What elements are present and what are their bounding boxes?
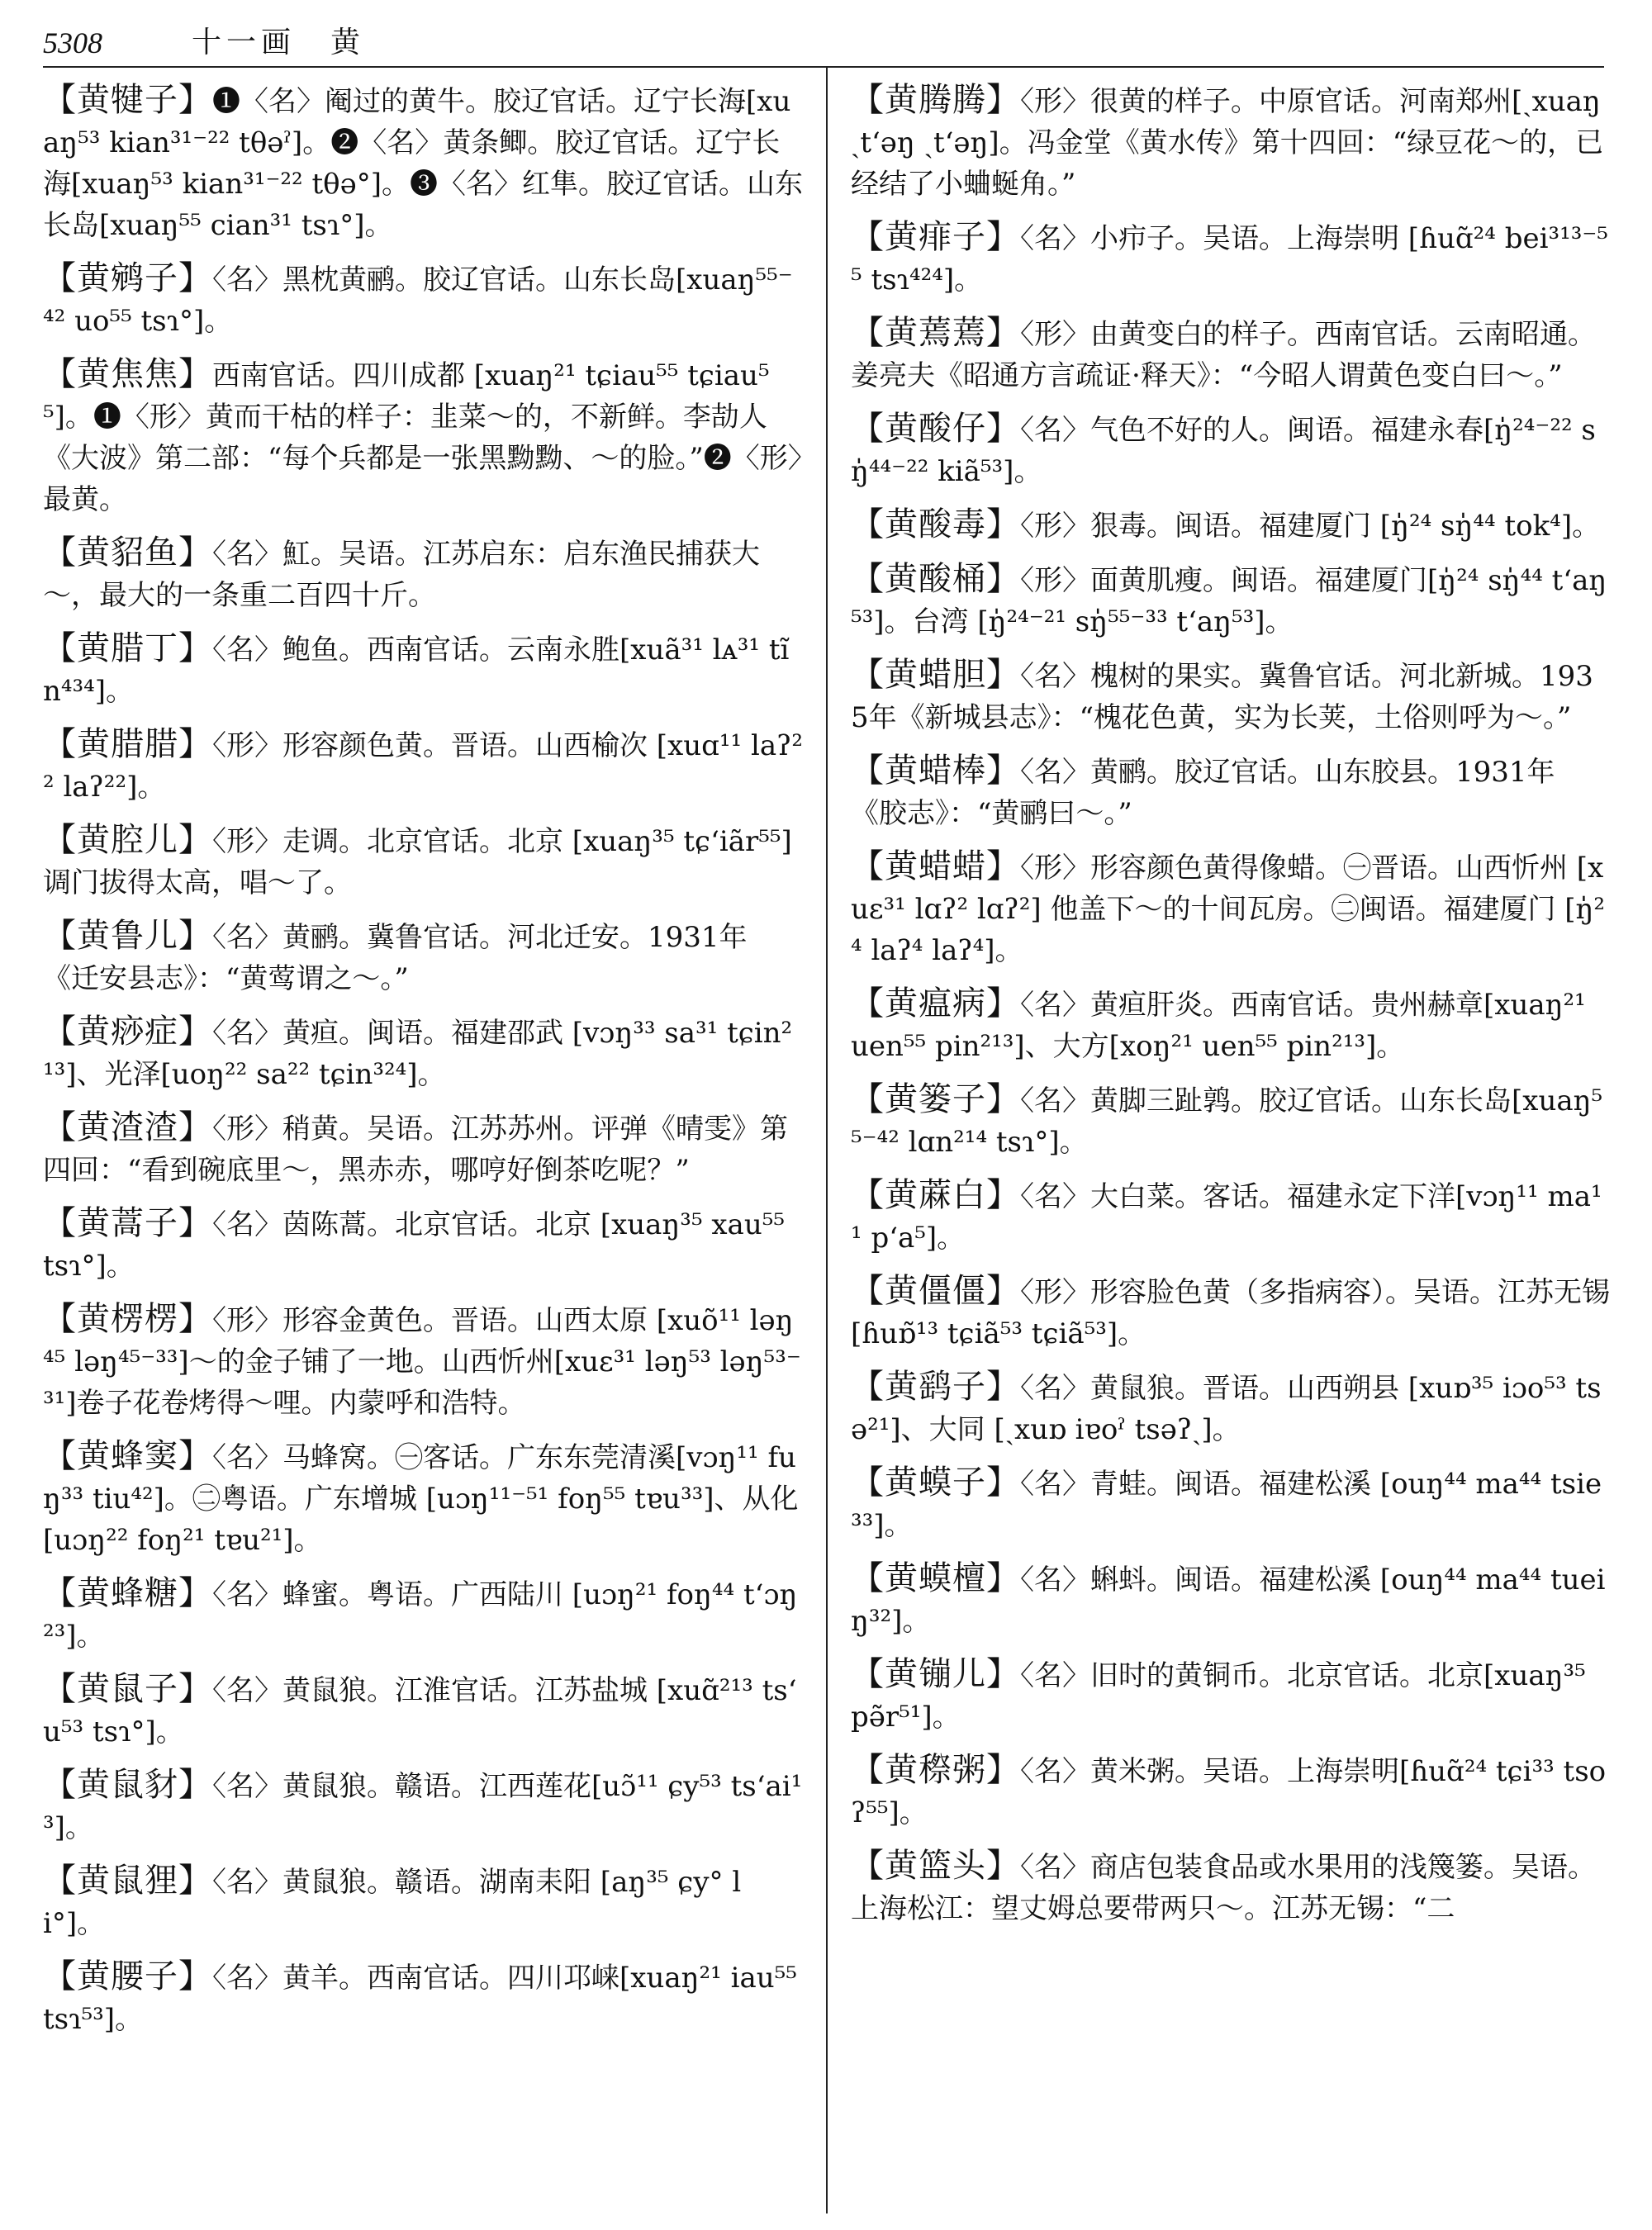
headword: 【黄蜡蜡】 (851, 847, 1020, 885)
entry-text: 〈名〉黄鼠狼。赣语。湖南耒阳 [aŋ³⁵ ɕy° li°]。 (43, 1866, 742, 1940)
entry-text: 〈名〉黄鼠狼。晋语。山西朔县 [xuɒ³⁵ iɔo⁵³ tsə²¹]、大同 [ˏxuɒ iɐoˀ tsəʔˎ]。 (851, 1372, 1602, 1446)
headword: 【黄蔴白】 (851, 1176, 1020, 1214)
dictionary-entry (851, 558, 1611, 643)
dictionary-entry (851, 1654, 1611, 1738)
left-column (43, 79, 803, 2052)
dictionary-entry (851, 79, 1611, 205)
right-column (851, 79, 1611, 1941)
dictionary-entry (43, 819, 803, 904)
dictionary-entry (851, 983, 1611, 1067)
dictionary-entry (851, 408, 1611, 492)
dictionary-entry (851, 1174, 1611, 1259)
headword: 【黄瘟病】 (851, 985, 1020, 1022)
entry-text: 〈名〉黄鹂。冀鲁官话。河北迁安。1931年《迁安县志》：“黄莺谓之～。” (43, 921, 748, 995)
headword: 【黄酸桶】 (851, 560, 1020, 598)
dictionary-entry (851, 312, 1611, 396)
entry-text: 〈形〉形容金黄色。晋语。山西太原 [xuõ¹¹ ləŋ⁴⁵ ləŋ⁴⁵⁻³³]～的金子铺了一地。山西忻州[xuɛ³¹ ləŋ⁵³ ləŋ⁵³⁻³¹]卷子花卷烤得～哩。内蒙呼和浩特。 (43, 1304, 801, 1420)
dictionary-entry (43, 915, 803, 999)
dictionary-entry (43, 1298, 803, 1424)
entry-text: 〈名〉小疖子。吴语。上海崇明 [ɦuɑ̃²⁴ bei³¹³⁻⁵⁵ tsɿ⁴²⁴]。 (851, 222, 1608, 297)
entry-text: 〈名〉黄鹂。胶辽官话。山东胶县。1931年《胶志》：“黄鹂曰～。” (851, 756, 1555, 830)
page-number: 5308 (43, 26, 102, 59)
headword: 【黄篮头】 (851, 1847, 1020, 1885)
headword: 【黄酸仔】 (851, 410, 1020, 448)
dictionary-entry (43, 1011, 803, 1095)
headword: 【黄篓子】 (851, 1080, 1020, 1118)
dictionary-entry (851, 1079, 1611, 1163)
entry-text: 〈名〉青蛙。闽语。福建松溪 [ouŋ⁴⁴ ma⁴⁴ tsie³³]。 (851, 1468, 1602, 1542)
entry-text: 〈形〉形容颜色黄得像蜡。㊀晋语。山西忻州 [xuɛ³¹ lɑʔ² lɑʔ²] 他盖下～的十间瓦房。㊁闽语。福建厦门 [ŋ̍²⁴ laʔ⁴ laʔ⁴]。 (851, 852, 1606, 967)
entry-text: 〈名〉旧时的黄铜币。北京官话。北京[xuaŋ³⁵ pə̃r⁵¹]。 (851, 1659, 1586, 1734)
headword: 【黄鹞子】 (851, 1368, 1020, 1406)
entry-text: 〈名〉商店包装食品或水果用的浅篾篓。吴语。上海松江：望丈姆总要带两只～。江苏无锡：“二 (851, 1851, 1596, 1925)
headword: 【黄腰子】 (43, 1957, 212, 1995)
dictionary-entry (851, 1845, 1611, 1929)
entry-text: 〈名〉蜂蜜。粤语。广西陆川 [uɔŋ²¹ foŋ⁴⁴ tʻɔŋ²³]。 (43, 1578, 798, 1653)
headword: 【黄腊腊】 (43, 725, 212, 763)
headword: 【黄蔫蔫】 (851, 314, 1020, 352)
dictionary-entry (43, 1956, 803, 2040)
section-title: 十一画 黄 (192, 26, 366, 59)
dictionary-entry (43, 1764, 803, 1848)
dictionary-entry (851, 654, 1611, 738)
entry-text: 〈名〉黄脚三趾鹑。胶辽官话。山东长岛[xuaŋ⁵⁵⁻⁴² lɑn²¹⁴ tsɿ°]。 (851, 1084, 1603, 1159)
entry-text: 〈名〉黄疸肝炎。西南官话。贵州赫章[xuaŋ²¹ uen⁵⁵ pin²¹³]、大方[xoŋ²¹ uen⁵⁵ pin²¹³]。 (851, 989, 1586, 1063)
entry-text: 〈名〉黑枕黄鹂。胶辽官话。山东长岛[xuaŋ⁵⁵⁻⁴² uo⁵⁵ tsɿ°]。 (43, 263, 793, 338)
headword: 【黄蜂窦】 (43, 1437, 212, 1475)
entry-text: 〈形〉形容脸色黄（多指病容）。吴语。江苏无锡 [ɦuɒ̃¹³ tɕiã⁵³ tɕiã⁵³]。 (851, 1276, 1610, 1350)
headword: 【黄蜡胆】 (851, 656, 1020, 694)
headword: 【黄腾腾】 (851, 81, 1020, 119)
headword: 【黄焦焦】 (43, 355, 212, 393)
dictionary-entry (43, 1573, 803, 1657)
entry-text: 〈名〉马蜂窝。㊀客话。广东东莞清溪[vɔŋ¹¹ fuŋ³³ tiu⁴²]。㊁粤语。广东增城 [uɔŋ¹¹⁻⁵¹ foŋ⁵⁵ tɐu³³]、从化[uɔŋ²² foŋ²¹ tɐu²¹]。 (43, 1441, 799, 1557)
dictionary-entry (43, 1668, 803, 1753)
headword: 【黄腔儿】 (43, 821, 212, 859)
dictionary-entry (851, 846, 1611, 971)
dictionary-entry (43, 1203, 803, 1287)
headword: 【黄鼠豺】 (43, 1766, 212, 1804)
entry-text: 〈名〉黄鼠狼。江淮官话。江苏盐城 [xuɑ̃²¹³ tsʻu⁵³ tsɿ°]。 (43, 1674, 797, 1748)
entry-text: 〈名〉魟。吴语。江苏启东：启东渔民捕获大～，最大的一条重二百四十斤。 (43, 538, 760, 612)
entry-text: 〈名〉黄羊。西南官话。四川邛崃[xuaŋ²¹ iau⁵⁵ tsɿ⁵³]。 (43, 1962, 797, 2036)
headword: 【黄僵僵】 (851, 1272, 1020, 1310)
entry-text: 西南官话。四川成都 [xuaŋ²¹ tɕiau⁵⁵ tɕiau⁵⁵]。❶〈形〉黄而干枯的样子：韭菜～的，不新鲜。李劼人《大波》第二部：“每个兵都是一张黑黝黝、～的脸。”❷〈形〉最黄。 (43, 359, 802, 516)
headword: 【黄蒿子】 (43, 1204, 212, 1242)
headword: 【黄犍子】 (43, 81, 212, 119)
entry-text: 〈形〉狠毒。闽语。福建厦门 [ŋ̍²⁴ sŋ̍⁴⁴ tok⁴]。 (1020, 510, 1601, 543)
entry-text: 〈形〉很黄的样子。中原官话。河南郑州[ˏxuaŋ ˏtʻəŋ ˏtʻəŋ]。冯金堂《黄水传》第十四回：“绿豆花～的，已经结了小蛐蜒角。” (851, 85, 1604, 201)
dictionary-entry (851, 1462, 1611, 1546)
headword: 【黄蜡棒】 (851, 752, 1020, 790)
dictionary-entry (43, 1435, 803, 1561)
entry-text: 〈形〉面黄肌瘦。闽语。福建厦门[ŋ̍²⁴ sŋ̍⁴⁴ tʻaŋ⁵³]。台湾 [ŋ̍²⁴⁻²¹ sŋ̍⁵⁵⁻³³ tʻaŋ⁵³]。 (851, 564, 1607, 638)
entry-text: 〈形〉形容颜色黄。晋语。山西榆次 [xuɑ¹¹ laʔ²² laʔ²²]。 (43, 729, 803, 804)
entry-text: 〈名〉气色不好的人。闽语。福建永春[ŋ̍²⁴⁻²² sŋ̍⁴⁴⁻²² kiã⁵³]。 (851, 414, 1596, 488)
entry-text: ❶〈名〉阉过的黄牛。胶辽官话。辽宁长海[xuaŋ⁵³ kian³¹⁻²² tθəˀ]。❷〈名〉黄条鲫。胶辽官话。辽宁长海[xuaŋ⁵³ kian³¹⁻²² tθə°]。❸〈名〉红隼。胶辽官话。山东长岛[xuaŋ⁵⁵ cian³¹ tsɿ°]。 (43, 85, 804, 242)
headword: 【黄楞楞】 (43, 1300, 212, 1338)
entry-text: 〈形〉稍黄。吴语。江苏苏州。评弹《晴雯》第四回：“看到碗底里～，黑赤赤，哪哼好倒茶吃呢？” (43, 1113, 788, 1187)
headword: 【黄痧症】 (43, 1013, 212, 1051)
entry-text: 〈名〉黄鼠狼。赣语。江西莲花[uɔ̃¹¹ ɕy⁵³ tsʻai¹³]。 (43, 1770, 803, 1844)
dictionary-entry (43, 1860, 803, 1944)
dictionary-entry (851, 1366, 1611, 1450)
dictionary-entry (43, 628, 803, 712)
dictionary-entry (43, 724, 803, 808)
headword: 【黄腊丁】 (43, 629, 212, 667)
headword: 【黄鹓子】 (43, 259, 212, 297)
headword: 【黄镚儿】 (851, 1655, 1020, 1693)
headword: 【黄蟆子】 (851, 1464, 1020, 1502)
dictionary-entry (43, 1107, 803, 1191)
entry-text: 〈形〉由黄变白的样子。西南官话。云南昭通。姜亮夫《昭通方言疏证·释天》：“今昭人谓黄色变白曰～。” (851, 318, 1596, 392)
headword: 【黄鲁儿】 (43, 917, 212, 955)
dictionary-entry (851, 216, 1611, 301)
entry-text: 〈名〉蝌蚪。闽语。福建松溪 [ouŋ⁴⁴ ma⁴⁴ tueiŋ³²]。 (851, 1563, 1606, 1638)
dictionary-entry (851, 1270, 1611, 1355)
headword: 【黄貂鱼】 (43, 534, 212, 572)
headword: 【黄穄粥】 (851, 1751, 1020, 1789)
entry-text: 〈名〉大白菜。客话。福建永定下洋[vɔŋ¹¹ ma¹¹ pʻa⁵]。 (851, 1180, 1602, 1255)
column-divider (826, 66, 828, 2213)
dictionary-entry (43, 532, 803, 616)
headword: 【黄鼠狸】 (43, 1862, 212, 1900)
entry-text: 〈名〉茵陈蒿。北京官话。北京 [xuaŋ³⁵ xau⁵⁵ tsɿ°]。 (43, 1208, 785, 1283)
dictionary-entry (851, 1558, 1611, 1642)
entry-text: 〈名〉黄疸。闽语。福建邵武 [vɔŋ³³ sa³¹ tɕin²¹³]、光泽[uoŋ²² sa²² tɕin³²⁴]。 (43, 1017, 793, 1091)
headword: 【黄蜂糖】 (43, 1574, 212, 1612)
dictionary-entry (43, 258, 803, 342)
entry-text: 〈名〉黄米粥。吴语。上海崇明[ɦuɑ̃²⁴ tɕi³³ tsoʔ⁵⁵]。 (851, 1755, 1607, 1829)
header-rule (43, 66, 1604, 68)
dictionary-entry (43, 353, 803, 520)
entry-text: 〈名〉鲍鱼。西南官话。云南永胜[xuã³¹ lᴀ³¹ tĩn⁴³⁴]。 (43, 633, 790, 708)
page-header (43, 25, 1604, 61)
entry-text: 〈形〉走调。北京官话。北京 [xuaŋ³⁵ tɕʻiãr⁵⁵]调门拔得太高，唱～了。 (43, 825, 792, 899)
headword: 【黄痱子】 (851, 218, 1020, 256)
headword: 【黄渣渣】 (43, 1108, 212, 1146)
dictionary-entry (851, 1749, 1611, 1834)
dictionary-entry (851, 750, 1611, 834)
entry-text: 〈名〉槐树的果实。冀鲁官话。河北新城。1935年《新城县志》：“槐花色黄，实为长荚，土俗则呼为～。” (851, 660, 1593, 734)
headword: 【黄蟆檀】 (851, 1559, 1020, 1597)
dictionary-entry (851, 504, 1611, 547)
headword: 【黄酸毒】 (851, 505, 1020, 543)
dictionary-entry (43, 79, 803, 246)
headword: 【黄鼠子】 (43, 1670, 212, 1708)
